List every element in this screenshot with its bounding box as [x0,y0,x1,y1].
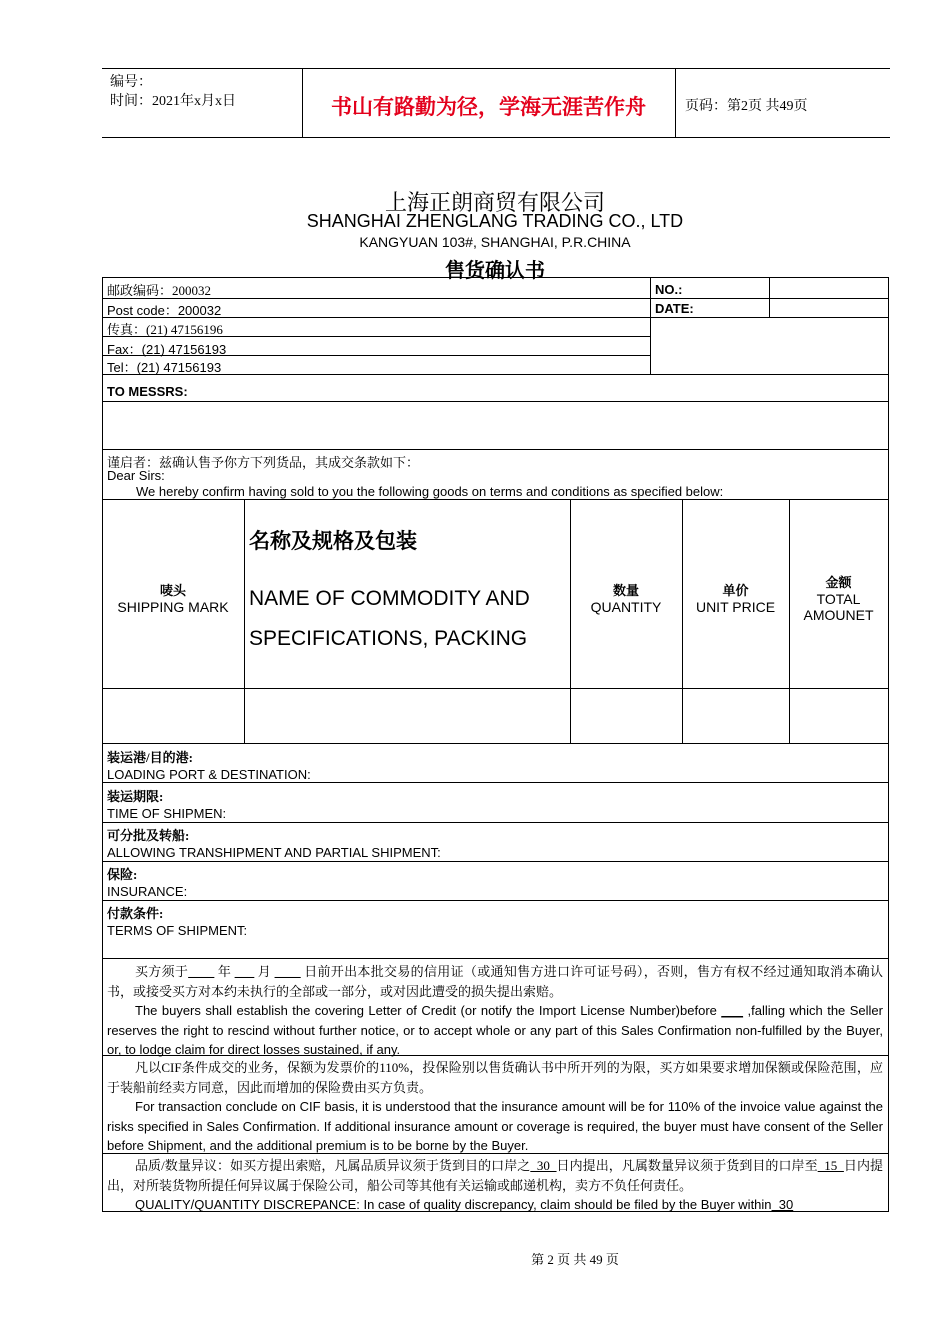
intro-cn: 谨启者：兹确认售予你方下列货品，其成交条款如下： [107,455,420,470]
clause-lc-cn [107,962,883,1001]
postcode-en: Post code：200032 [107,303,222,318]
commodity-cn: 名称及规格及包装 [249,529,417,553]
amount-en-2: AMOUNET [803,607,874,623]
intro-en: We hereby confirm having sold to you the following goods on terms and conditions as specified below: [136,484,724,499]
quantity-cn: 数量 [612,583,639,598]
header-divider [675,69,676,137]
blank-year: ____ [188,964,215,979]
header-page-info: 页码：第2页 共49页 [685,99,808,114]
commodity-en-2: SPECIFICATIONS, PACKING [249,627,528,650]
term-loading-en: LOADING PORT & DESTINATION: [107,767,311,782]
quantity-header [570,580,682,615]
clause-discrepancy-text: 日内提出，对所装货物所提任何异议属于保险公司，船公司等其他有关运输或邮递机构，卖方不负任何责任。 [107,1158,884,1193]
company-name-en: SHANGHAI ZHENGLANG TRADING CO., LTD [306,211,684,231]
shipping-mark-header [102,580,244,615]
tel: Tel：(21) 47156193 [107,360,222,375]
clause-lc-text: The buyers shall establish the covering Letter of Credit (or notify the Import License Number)before [135,1003,717,1018]
row-line [102,861,889,862]
blank-days-quality: 30 [530,1158,557,1173]
shipping-mark-cn: 唛头 [159,583,186,598]
clause-lc-text: 年 [217,964,232,979]
clause-discrepancy-text: 日内提出，凡属数量异议须于货到目的口岸至 [556,1158,818,1173]
amount-header [789,572,888,623]
form-border [102,277,889,278]
term-insurance-en: INSURANCE: [107,884,188,899]
clause-lc [107,962,883,1060]
clause-discrepancy-cn [107,1156,883,1195]
col-line [570,499,571,743]
unit-price-cn: 单价 [722,583,749,598]
blank-month: ___ [234,964,255,979]
row-line [102,401,889,402]
postcode-cn: 邮政编码：200032 [107,283,212,298]
row-line [102,743,889,744]
term-time-en: TIME OF SHIPMEN: [107,806,227,821]
col-line [244,499,245,743]
intro-dear: Dear Sirs: [107,468,165,483]
unit-price-header [682,580,789,615]
blank-days-en: 30 [771,1197,794,1212]
blank-days-quantity: 15 [817,1158,844,1173]
time-label: 时间：2021年x月x日 [110,94,236,109]
blank-date: ___ [721,1003,744,1018]
clause-insurance [107,1058,883,1156]
fax-en: Fax：(21) 47156193 [107,342,227,357]
col-line [650,277,651,374]
term-partial-en: ALLOWING TRANSHIPMENT AND PARTIAL SHIPMENT: [107,845,441,860]
row-line [102,298,889,299]
col-line [682,499,683,743]
clause-lc-en [107,1001,883,1060]
row-line [102,449,889,450]
shipping-mark-en: SHIPPING MARK [117,599,229,615]
clause-insurance-en: For transaction conclude on CIF basis, it is understood that the insurance amount will be for 110% of the invoice value against the risks specified in Sales Confirmation. If additional insurance amount or coverage is required, the buyer must have consent of the Seller before Shipment, and the additional premium is to be borne by the Buyer. [107,1099,883,1153]
page-footer: 第 2 页 共 49 页 [531,1252,619,1267]
term-partial-cn: 可分批及转船: [107,828,190,843]
quantity-en: QUANTITY [590,599,662,615]
row-line [102,822,889,823]
amount-cn: 金额 [825,575,852,590]
form-border [102,277,103,1212]
row-line [102,958,889,959]
to-messrs-label: TO MESSRS: [107,384,188,399]
clause-discrepancy [107,1156,883,1215]
term-loading-cn: 装运港/目的港: [107,750,193,765]
number-label: 编号： [110,75,152,90]
blank-day: ____ [274,964,301,979]
unit-price-en: UNIT PRICE [695,599,776,615]
row-line [102,499,889,500]
company-address: KANGYUAN 103#, SHANGHAI, P.R.CHINA [359,234,631,250]
col-line [769,277,770,318]
clause-discrepancy-text: QUALITY/QUANTITY DISCREPANCE: In case of quality discrepancy, claim should be filed by the Buyer within [135,1197,772,1212]
row-line [102,1153,889,1154]
term-payment-en: TERMS OF SHIPMENT: [107,923,248,938]
clause-lc-text: 买方须于 [135,964,189,979]
row-line [102,688,889,689]
row-line [102,900,889,901]
commodity-en-1: NAME OF COMMODITY AND [249,587,530,610]
document-title: 售货确认书 [445,260,545,282]
clause-lc-text: 月 [257,964,272,979]
row-line [102,1055,889,1056]
page-header [102,68,890,138]
date-label: DATE: [655,301,694,316]
amount-en-1: TOTAL [816,591,861,607]
form-border [888,277,889,1212]
row-line [102,782,889,783]
clause-discrepancy-text: 品质/数量异议：如买方提出索赔，凡属品质异议须于货到目的口岸之 [135,1158,531,1173]
fax-cn: 传真：(21) 47156196 [107,322,223,337]
clause-discrepancy-en [107,1195,883,1215]
term-insurance-cn: 保险: [107,867,138,882]
clause-lc-text: 日前开出本批交易的信用证（或通知售方进口许可证号码），否则，售方有权不经过通知取消本确认书，或接受买方对本约未执行的全部或一部分，或对因此遭受的损失提出索赔。 [107,964,883,999]
clause-insurance-cn: 凡以CIF条件成交的业务，保额为发票价的110%，投保险别以售货确认书中所开列的为限，买方如果要求增加保额或保险范围，应于装船前经卖方同意，因此而增加的保险费由买方负责。 [107,1060,883,1095]
header-motto: 书山有路勤为径，学海无涯苦作舟 [331,95,646,119]
clause-lc-text: ,falling which the Seller reserves the right to rescind without further notice, or to accept whole or any part of this Sales Confirmation non-fulfilled by the Buyer, or, to lodge claim for direct losses sustained, if any. [107,1003,883,1057]
header-meta [110,73,236,111]
term-payment-cn: 付款条件: [107,906,164,921]
company-name-cn: 上海正朗商贸有限公司 [384,190,605,215]
term-time-cn: 装运期限: [107,789,164,804]
no-label: NO.: [655,282,683,297]
